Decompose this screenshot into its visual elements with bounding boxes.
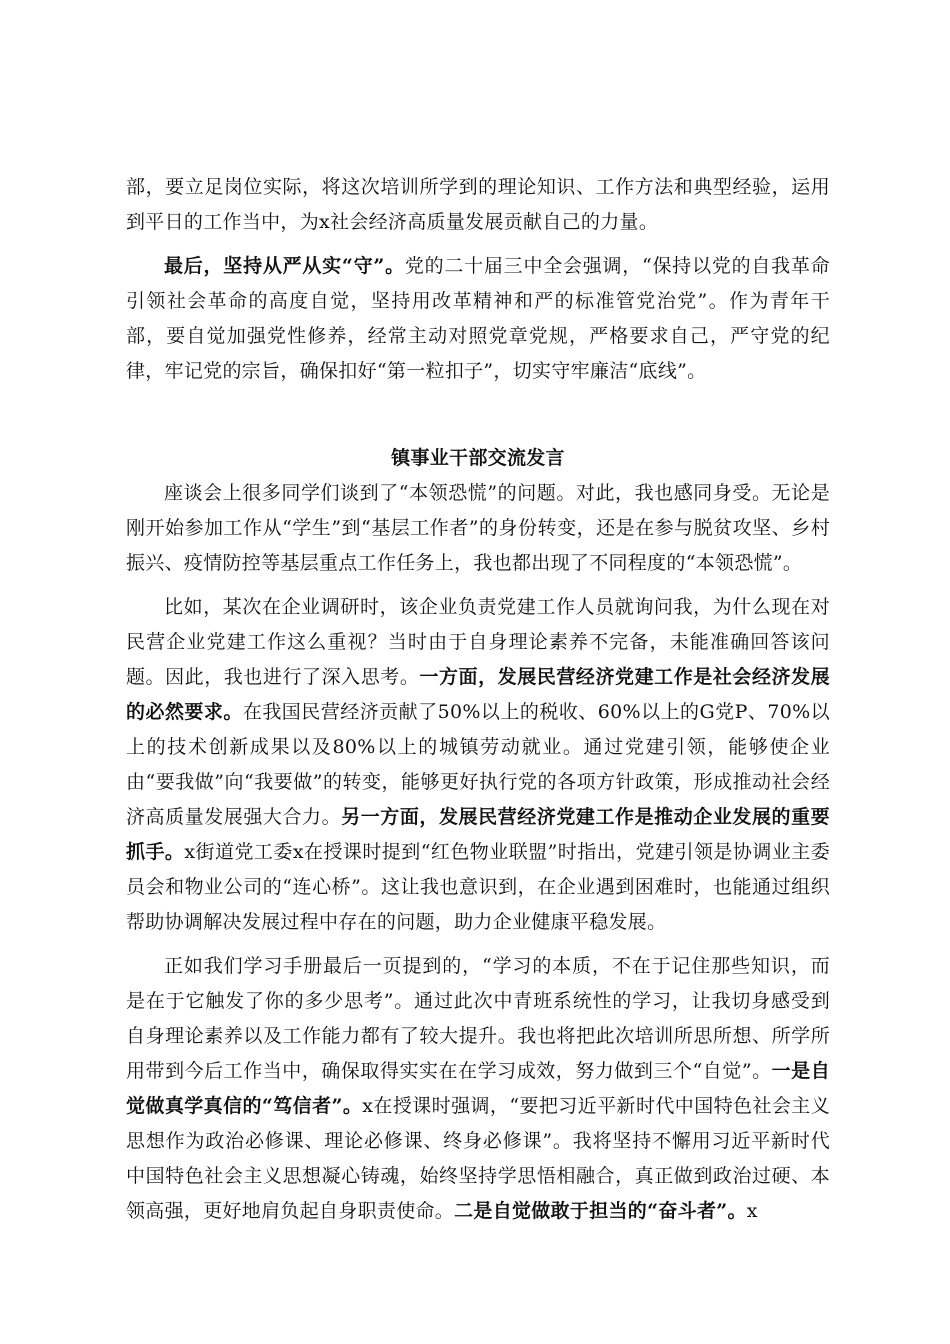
paragraph-heading-bold: 最后，坚持从严从实“守”。 xyxy=(164,255,405,277)
paragraph-skill-panic: 座谈会上很多同学们谈到了“本领恐慌”的问题。对此，我也感同身受。无论是刚开始参加工作从“学生”到“基层工作者”的身份转变，还是在参与脱贫攻坚、乡村振兴、疫情防控等基层重点工作任务上，我也都出现了不同程度的“本领恐慌”。 xyxy=(126,482,830,574)
section-title: 镇事业干部交流发言 xyxy=(391,447,565,469)
paragraph-learning xyxy=(126,949,830,1229)
paragraph-text: x在授课时强调，“要把习近平新时代中国特色社会主义思想作为政治必修课、理论必修课、终身必修课”。我将坚持不懈用习近平新时代中国特色社会主义思想凝心铸魂，始终坚持学思悟相融合，真正做到政治过硬、本领高强，更好地肩负起自身职责使命。 xyxy=(126,1095,830,1222)
paragraph-point-bold: 另一方面，发展民营经济党建工作是推动企业发展的重要抓手。 xyxy=(126,806,830,863)
paragraph-private-economy xyxy=(126,590,830,940)
paragraph-text: 正如我们学习手册最后一页提到的，“学习的本质，不在于记住那些知识，而是在于它触发了你的多少思考”。通过此次中青班系统性的学习，让我切身感受到自身理论素养以及工作能力都有了较大提升。我也将把此次培训所思所想、所学所用带到今后工作当中，确保取得实实在在学习成效，努力做到三个“自觉”。 xyxy=(126,955,830,1082)
paragraph-keep-strict xyxy=(126,249,830,389)
document-body xyxy=(126,170,830,1229)
paragraph-text: x街道党工委x在授课时提到“红色物业联盟”时指出，党建引领是协调业主委员会和物业公司的“连心桥”。这让我也意识到，在企业遇到困难时，也能通过组织帮助协调解决发展过程中存在的问题，助力企业健康平稳发展。 xyxy=(126,841,831,933)
paragraph-point-bold: 一是自觉做真学真信的“笃信者”。 xyxy=(126,1060,830,1117)
paragraph-text: 党的二十届三中全会强调，“保持以党的自我革命引领社会革命的高度自觉，坚持用改革精神和严的标准管党治党”。作为青年干部，要自觉加强党性修养，经常主动对照党章党规，严格要求自己，严守党的纪律，牢记党的宗旨，确保扣好“第一粒扣子”，切实守牢廉洁“底线”。 xyxy=(126,255,830,382)
paragraph-text: x xyxy=(746,1200,758,1222)
paragraph-text: 比如，某次在企业调研时，该企业负责党建工作人员就询问我，为什么现在对民营企业党建工作这么重视？当时由于自身理论素养不完备，未能准确回答该问题。因此，我也进行了深入思考。 xyxy=(126,596,830,688)
paragraph-point-bold: 二是自觉做敢于担当的“奋斗者”。 xyxy=(454,1200,747,1222)
paragraph-text: 在我国民营经济贡献了50%以上的税收、60%以上的G党P、70%以上的技术创新成果以及80%以上的城镇劳动就业。通过党建引领，能够使企业由“要我做”向“我要做”的转变，能够更好执行党的各项方针政策，形成推动社会经济高质量发展强大合力。 xyxy=(126,701,830,828)
paragraph-continuation: 部，要立足岗位实际，将这次培训所学到的理论知识、工作方法和典型经验，运用到平日的工作当中，为x社会经济高质量发展贡献自己的力量。 xyxy=(126,176,830,233)
paragraph-point-bold: 一方面，发展民营经济党建工作是社会经济发展的必然要求。 xyxy=(126,666,830,723)
